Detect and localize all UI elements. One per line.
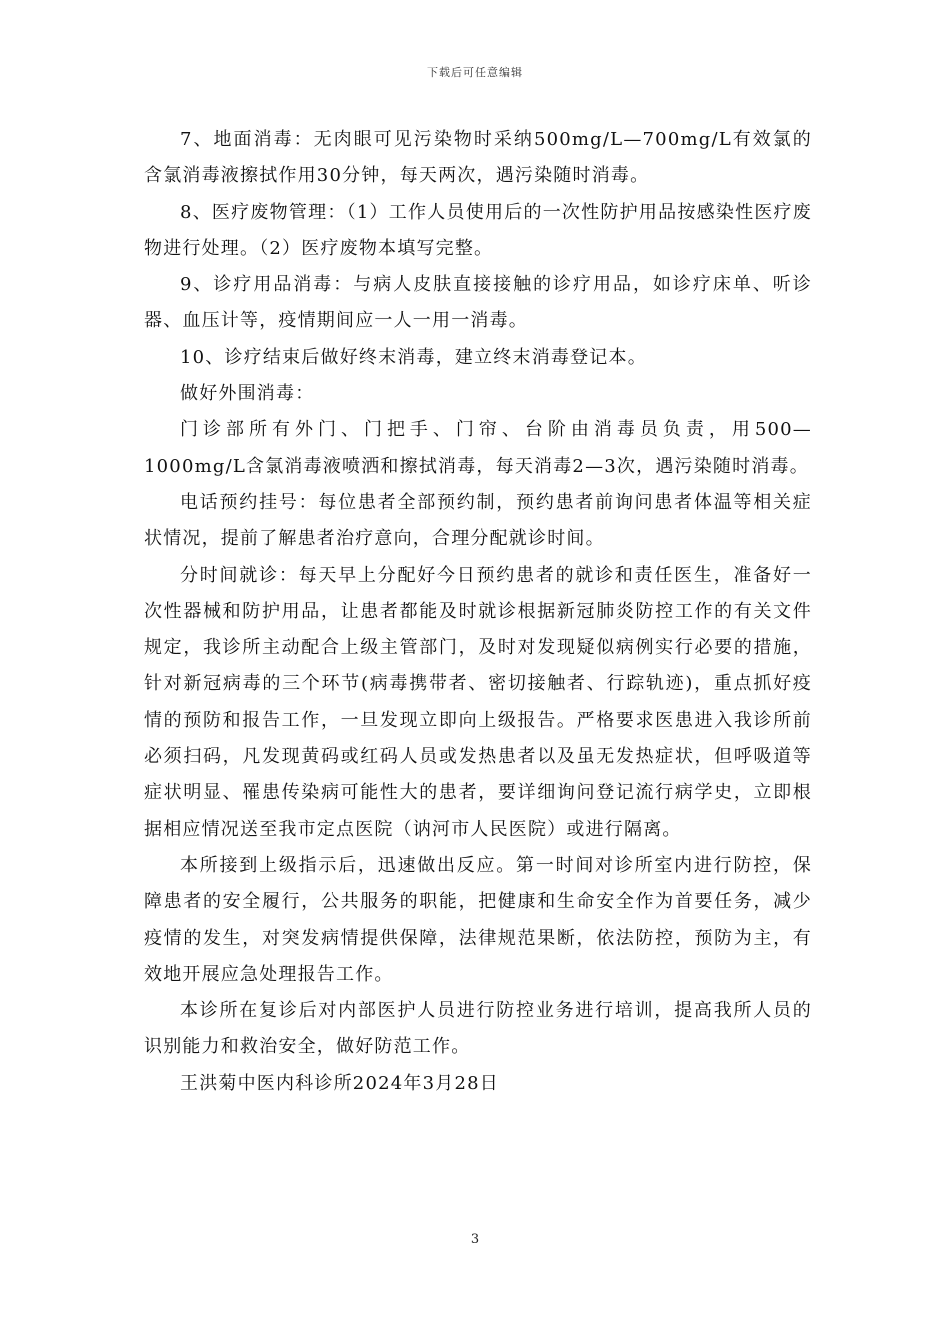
page-header: 下载后可任意编辑: [427, 66, 523, 79]
paragraph-timed-visits: 分时间就诊：每天早上分配好今日预约患者的就诊和责任医生，准备好一次性器械和防护用品，让患者都能及时就诊根据新冠肺炎防控工作的有关文件规定，我诊所主动配合上级主管部门，及时对发现疑似病例实行必要的措施，针对新冠病毒的三个环节(病毒携带者、密切接触者、行踪轨迹)，重点抓好疫情的预防和报告工作，一旦发现立即向上级报告。严格要求医患进入我诊所前必须扫码，凡发现黄码或红码人员或发热患者以及虽无发热症状，但呼吸道等症状明显、罹患传染病可能性大的患者，要详细询问登记流行病学史，立即根据相应情况送至我市定点医院（讷河市人民医院）或进行隔离。: [144, 564, 812, 840]
signature-date: 王洪菊中医内科诊所2024年3月28日: [180, 1072, 499, 1094]
paragraph-outpatient-doors: 门诊部所有外门、门把手、门帘、台阶由消毒员负责，用500—1000mg/L含氯消毒液喷洒和擦拭消毒，每天消毒2—3次，遇污染随时消毒。: [144, 419, 812, 477]
paragraph-response: 本所接到上级指示后，迅速做出反应。第一时间对诊所室内进行防控，保障患者的安全履行，公共服务的职能，把健康和生命安全作为首要任务，减少疫情的发生，对突发病情提供保障，法律规范果断，依法防控，预防为主，有效地开展应急处理报告工作。: [144, 854, 812, 985]
paragraph-phone-appointment: 电话预约挂号：每位患者全部预约制，预约患者前询问患者体温等相关症状情况，提前了解患者治疗意向，合理分配就诊时间。: [144, 491, 812, 550]
document-body: [144, 122, 812, 1102]
page-number: 3: [470, 1232, 480, 1247]
paragraph-floor-disinfection: 7、地面消毒：无肉眼可见污染物时采纳500mg/L—700mg/L有效氯的含氯消毒液擦拭作用30分钟，每天两次，遇污染随时消毒。: [144, 129, 812, 187]
paragraph-training: 本诊所在复诊后对内部医护人员进行防控业务进行培训，提高我所人员的识别能力和救治安全，做好防范工作。: [144, 1000, 812, 1058]
paragraph-medical-supplies: 9、诊疗用品消毒：与病人皮肤直接接触的诊疗用品，如诊疗床单、听诊器、血压计等，疫情期间应一人一用一消毒。: [144, 274, 812, 332]
paragraph-terminal-disinfection: 10、诊疗结束后做好终末消毒，建立终末消毒登记本。: [180, 346, 647, 368]
paragraph-peripheral-disinfection-heading: 做好外围消毒：: [180, 383, 315, 405]
paragraph-medical-waste: 8、医疗废物管理：（1）工作人员使用后的一次性防护用品按感染性医疗废物进行处理。（2）医疗废物本填写完整。: [144, 201, 812, 259]
